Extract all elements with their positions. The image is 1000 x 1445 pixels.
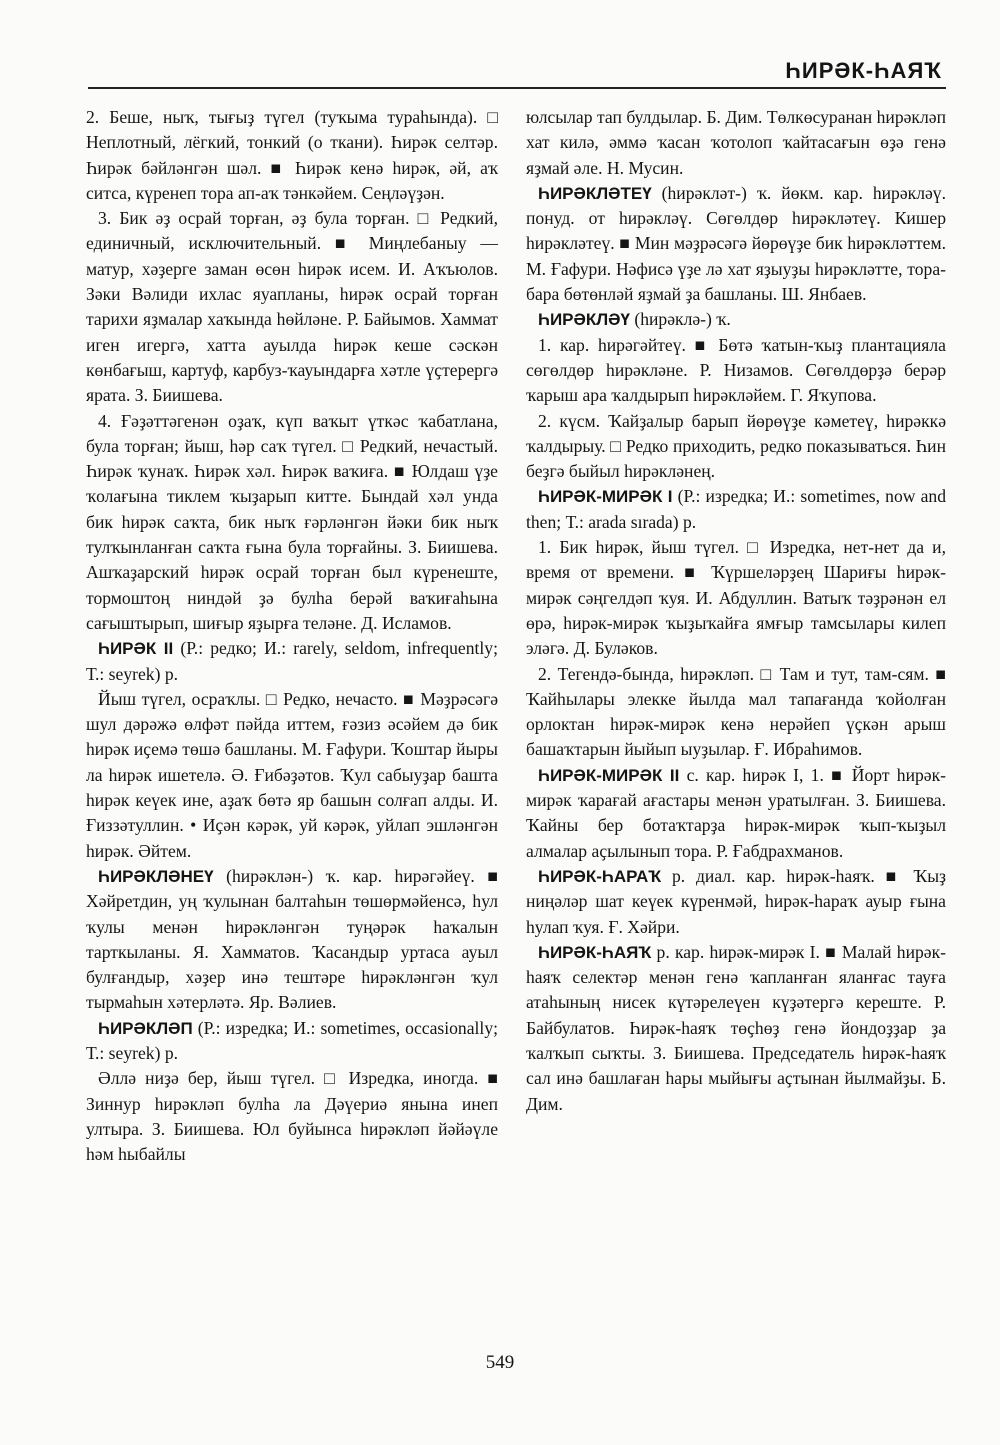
entry-text: (Р.: редко; И.: rarely, seldom, infrequently; Т.: seyrek) р.	[86, 638, 498, 684]
sense-paragraph: 2. Беше, ныҡ, тығыҙ түгел (туҡыма тураһында). □ Неплотный, лёгкий, тонкий (о ткани). Һирәк селтәр. Һирәк бәйләнгән шәл. ■ Һирәк кенә һирәк, әй, аҡ ситса, күренеп тора ап-аҡ тәнкәйем. Сеңләүҙән.	[86, 107, 498, 203]
headword: ҺИРӘК-МИРӘК II	[538, 765, 680, 785]
entry-definition: Йыш түгел, осраҡлы. □ Редко, нечасто. ■ Мәҙрәсәгә шул дәрәжә өлфәт пәйда иттем, ғәзиз әсәйем дә бик һирәк иҫемә төшә башланы. М. Ғафури. Ҡоштар йыры ла һирәк ишетелә. Ә. Ғибәҙәтов. Ҡул сабыуҙар башта һирәк кеүек ине, аҙаҡ бөтә яр башын солғап алды. И. Ғиззәтуллин. • Иҫән кәрәк, уй кәрәк, уйлап эшләнгән һирәк. Әйтем.	[86, 688, 498, 861]
running-head: ҺИРӘК-ҺАЯҠ	[785, 58, 942, 83]
entry-text: (Р.: изредка; И.: sometimes, now and then; Т.: arada sırada) р.	[526, 486, 946, 532]
right-column	[526, 105, 946, 1117]
sense-paragraph: 1. Бик һирәк, йыш түгел. □ Изредка, нет-нет да и, время от времени. ■ Ҡүршеләрҙең Шариғы һирәк-мирәк сәңгелдәп ҡуя. И. Абдуллин. Ватыҡ тәҙрәнән ел өрә, һирәк-мирәк ҡыҙыҡайға ямғыр тамсылары килеп эләгә. Д. Буләков.	[526, 537, 946, 659]
dictionary-entry	[526, 181, 946, 307]
dictionary-entry	[526, 763, 946, 864]
sense-paragraph: 3. Бик әҙ осрай торған, әҙ була торған. □ Редкий, единичный, исключительный. ■ Миңлебаныу — матур, хәҙерге заман өсөн һирәк исем. И. Аҡъюлов. Зәки Вәлиди ихлас яуапланы, һирәк осрай торған тарихи яҙмалар хаҡында һөйләне. Р. Байымов. Хаммат иген игергә, хатта ауылда һирәк кеше сәскән көнбағыш, картуф, карбуз-ҡауындарға хәтле үҫтерергә ярата. З. Биишева.	[86, 208, 498, 406]
dictionary-entry	[526, 864, 946, 940]
entry-text: (һирәклән-) ҡ. кар. һирәгәйеү. ■ Хәйретдин, уң ҡулынан балтаһын төшөрмәйенсә, һул ҡулы менән һирәкләнгән туңәрәк һаҡалын тарткыланы. Я. Хамматов. Ҡасандыр уртаса ауыл булғандыр, хәҙер инә тештәре һирәкләнгән ҡул тырмаһын хәтерләтә. Яр. Вәлиев.	[86, 865, 498, 1013]
dictionary-entry	[86, 636, 498, 687]
headword: ҺИРӘК II	[98, 639, 174, 659]
headword: ҺИРӘКЛӘНЕҮ	[98, 866, 214, 886]
headword: ҺИРӘКЛӘҮ	[538, 310, 630, 330]
entry-text: с. кар. һирәк I, 1. ■ Йорт һирәк-мирәк ҡарағай ағастары менән уратылған. З. Биишева. Ҡайны бер ботаҡтарҙа һирәк-мирәк ҡып-ҡыҙыл алмалар аҫылынып тора. Р. Ғабдрахманов.	[526, 764, 947, 861]
headword: ҺИРӘК-ҺАРАҠ	[538, 866, 662, 886]
headword: ҺИРӘКЛӘТЕҮ	[538, 183, 652, 203]
entry-definition: Әллә ниҙә бер, йыш түгел. □ Изредка, иногда. ■ Зиннур һирәкләп булһа ла Дәүериә янына инеп ултыра. З. Биишева. Юл буйынса һирәкләп йәйәүле һәм һыбайлы	[86, 1068, 498, 1165]
entry-text: (Р.: изредка; И.: sometimes, occasionally; Т.: seyrek) р.	[86, 1017, 498, 1063]
sense-paragraph: 2. Тегендә-бында, һирәкләп. □ Там и тут, там-сям. ■ Ҡайһылары элекке йылда мал тапағанда ҡойолған орлоктан һирәк-мирәк кенә нерәйеп үҫкән арыш башаҡтарын йыйып ыуҙылар. Ғ. Ибраһимов.	[526, 663, 946, 760]
headword: ҺИРӘКЛӘП	[98, 1018, 193, 1038]
headword: ҺИРӘК-МИРӘК I	[538, 487, 673, 507]
header-rule	[88, 87, 946, 89]
dictionary-entry	[86, 1016, 498, 1067]
entry-text: (һирәкләт-) ҡ. йөкм. кар. һирәкләү. понуд. от һирәкләү. Сөгөлдөр һирәкләтеү. Кишер һирәкләтеү. ■ Мин мәҙрәсәгә йөрөүҙе бик һирәкләттем. М. Ғафури. Нәфисә үҙе лә хат яҙыуҙы һирәкләтте, тора-бара бөтөнләй яҙмай ҙа башланы. Ш. Янбаев.	[526, 182, 946, 305]
dictionary-entry	[526, 940, 946, 1117]
dictionary-entry	[86, 864, 498, 1016]
entry-text: р. кар. һирәк-мирәк I. ■ Малай һирәк-һаяҡ селектәр менән генә ҡапланған яланғас тауға атаһының нисек күтәрелеүен күҙәтергә кереште. Р. Байбулатов. Һирәк-һаяҡ төҫһөҙ генә йондоҙҙар ҙа ҡалҡып сыҡты. З. Биишева. Председатель һирәк-һаяҡ сал инә башлаған һары мыйығы аҫтынан йылмайҙы. Б. Дим.	[526, 941, 946, 1114]
page-number: 549	[485, 1352, 515, 1373]
dictionary-entry	[526, 307, 946, 332]
entry-text: р. диал. кар. һирәк-һаяҡ. ■ Ҡыҙ ниңәләр шат кеүек күренмәй, һирәк-һараҡ ауыр ғына һулап ҡуя. Ғ. Хәйри.	[526, 865, 946, 937]
sense-paragraph: 2. күсм. Ҡайҙалыр барып йөрөүҙе кәметеү, һирәккә ҡалдырыу. □ Редко приходить, редко показываться. Һин беҙгә быйыл һирәкләнең.	[526, 410, 946, 482]
headword: ҺИРӘК-ҺАЯҠ	[538, 942, 652, 962]
sense-paragraph: 1. кар. һирәгәйтеү. ■ Бөтә ҡатын-ҡыҙ плантацияла сөгөлдөр һирәкләне. Р. Низамов. Сөгөлдөрҙә берәр ҡарыш ара ҡалдырып һирәкләйем. Г. Яҡупова.	[526, 334, 946, 406]
left-column	[86, 105, 498, 1167]
continued-text: юлсылар тап булдылар. Б. Дим. Төлкөсуранан һирәкләп хат килә, әммә ҡасан ҡотолоп ҡайтасағын өҙә генә яҙмай әле. Н. Мусин.	[526, 107, 946, 178]
sense-paragraph: 4. Ғәҙәттәгенән оҙаҡ, күп ваҡыт үткәс ҡабатлана, була торған; йыш, һәр саҡ түгел. □ Редкий, нечастый. Һирәк ҡунаҡ. Һирәк хәл. Һирәк ваҡиға. ■ Юлдаш үҙе ҡолағына тиклем ҡыҙарып китте. Бындай хәл унда бик һирәк саҡта, бик ныҡ ғәрләнгән йәки бик ныҡ тулҡынланған саҡта ғына була торғайны. З. Биишева. Ашҡаҙарский һирәк осрай торған был күренеште, тормоштоң ниндәй ҙә булһа берәй ваҡиғаһына сағыштырып, шиғыр яҙырға теләне. Д. Исламов.	[86, 410, 498, 633]
dictionary-entry	[526, 484, 946, 535]
entry-text: (һирәклә-) ҡ.	[629, 309, 731, 330]
